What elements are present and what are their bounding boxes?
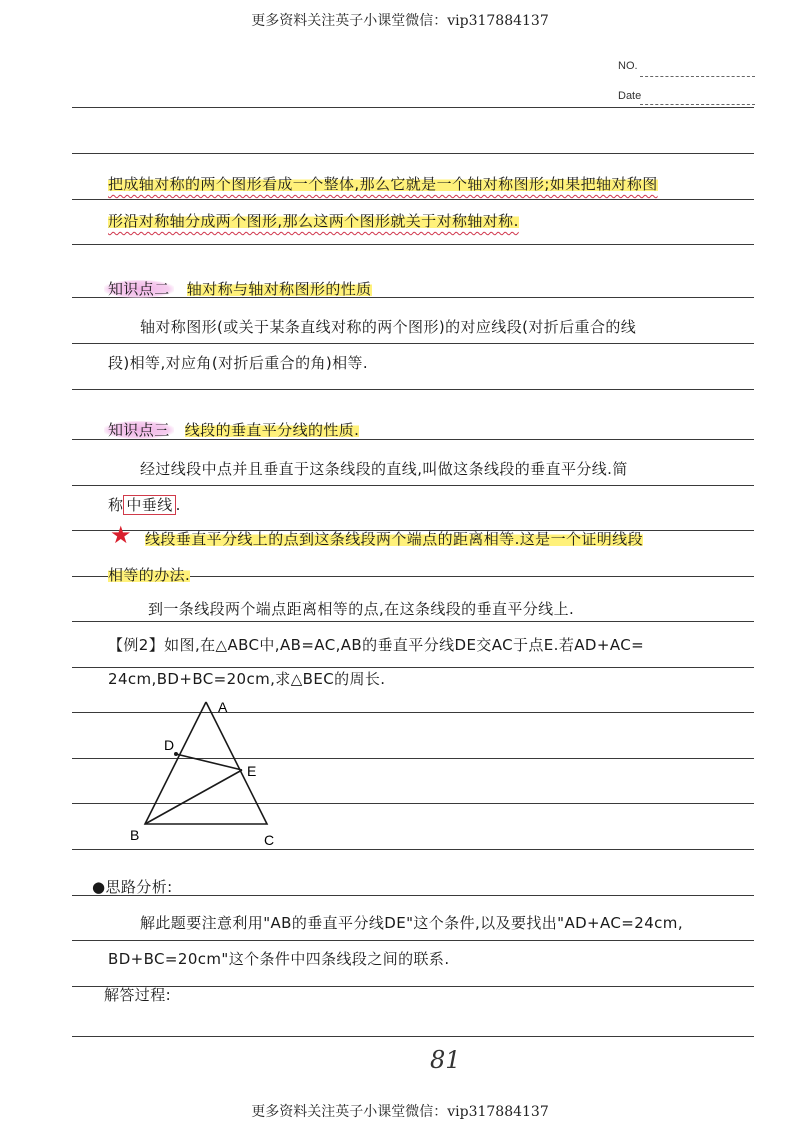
ruled-line (72, 107, 754, 108)
header-watermark: 更多资料关注英子小课堂微信：vip317884137 (251, 13, 549, 29)
ruled-line (72, 343, 754, 344)
label-b: B (130, 827, 140, 843)
kp2-line1: 轴对称图形(或关于某条直线对称的两个图形)的对应线段(对折后重合的线 (140, 318, 637, 336)
kp3-boxed-term: 中垂线 (123, 495, 175, 515)
kp3-line1: 经过线段中点并且垂直于这条线段的直线,叫做这条线段的垂直平分线.简 (140, 460, 628, 478)
ruled-line (72, 621, 754, 622)
example-line2: 24cm,BD+BC=20cm,求△BEC的周长. (108, 670, 386, 688)
para1-line1 (108, 173, 658, 194)
example-line1: 【例2】如图,在△ABC中,AB=AC,AB的垂直平分线DE交AC于点E.若AD+AC= (108, 636, 645, 654)
analysis-line1: 解此题要注意利用"AB的垂直平分线DE"这个条件,以及要找出"AD+AC=24cm, (140, 914, 683, 932)
analysis-line2: BD+BC=20cm"这个条件中四条线段之间的联系. (108, 950, 450, 968)
kp3-line2-suffix: . (175, 496, 181, 514)
label-d: D (164, 737, 175, 753)
segment-be (145, 770, 242, 824)
label-e: E (247, 763, 257, 779)
kp3-heading (104, 419, 359, 440)
ruled-line (72, 1036, 754, 1037)
kp3-title: 线段的垂直平分线的性质. (184, 421, 360, 439)
footer-watermark: 更多资料关注英子小课堂微信：vip317884137 (251, 1104, 549, 1120)
page-number: 81 (430, 1046, 461, 1074)
kp3-line2 (108, 494, 181, 515)
triangle-figure (120, 690, 300, 860)
date-dashed-line (640, 104, 755, 105)
kp2-heading (104, 278, 372, 299)
kp2-title: 轴对称与轴对称图形的性质 (186, 280, 372, 298)
label-a: A (218, 699, 228, 715)
answer-heading: 解答过程: (104, 986, 172, 1004)
kp3-label: 知识点三 (104, 421, 174, 439)
kp3-star-line1 (145, 528, 643, 549)
star-icon: ★ (110, 521, 132, 549)
kp2-line2: 段)相等,对应角(对折后重合的角)相等. (108, 354, 369, 372)
segment-de (176, 754, 242, 770)
notebook-no-label: NO. (618, 60, 638, 72)
kp2-label: 知识点二 (104, 280, 174, 298)
kp3-star-line2-text: 相等的办法. (108, 566, 191, 584)
para1-line2 (108, 210, 519, 231)
kp3-star-line2 (108, 564, 190, 585)
kp3-line2-prefix: 称 (108, 496, 124, 514)
kp3-star-line1-text: 线段垂直平分线上的点到这条线段两个端点的距离相等.这是一个证明线段 (145, 530, 643, 548)
point-d-mark (174, 752, 178, 756)
ruled-line (72, 485, 754, 486)
ruled-line (72, 986, 754, 987)
ruled-line (72, 389, 754, 390)
notebook-date-label: Date (618, 90, 642, 102)
para1-line2-text: 形沿对称轴分成两个图形,那么这两个图形就关于对称轴对称. (108, 212, 519, 230)
label-c: C (264, 832, 275, 848)
ruled-line (72, 199, 754, 200)
ruled-line (72, 895, 754, 896)
ruled-line (72, 153, 754, 154)
kp3-line3: 到一条线段两个端点距离相等的点,在这条线段的垂直平分线上. (148, 600, 575, 618)
ruled-line (72, 244, 754, 245)
ruled-line (72, 940, 754, 941)
no-dashed-line (640, 76, 755, 77)
para1-line1-text: 把成轴对称的两个图形看成一个整体,那么它就是一个轴对称图形;如果把轴对称图 (108, 175, 658, 193)
analysis-heading: ●思路分析: (92, 878, 173, 896)
